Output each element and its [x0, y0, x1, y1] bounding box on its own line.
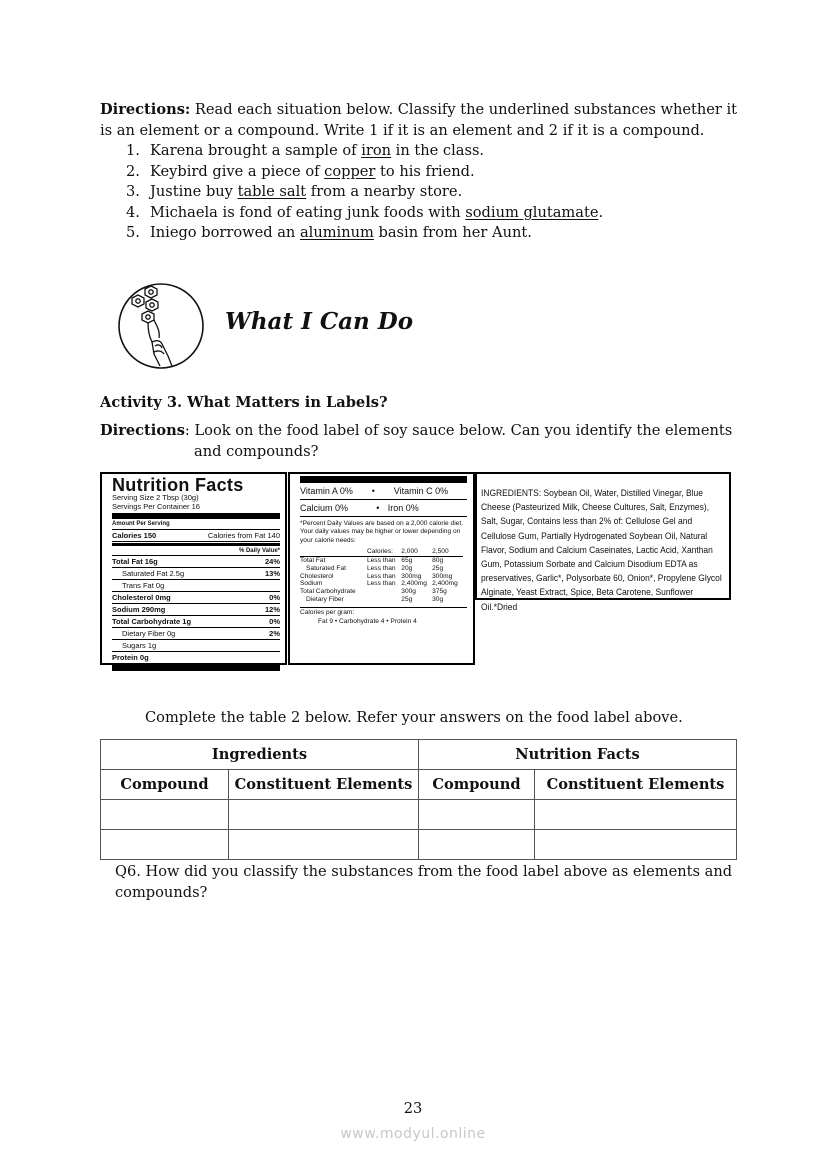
- column-header: Compound: [419, 770, 535, 800]
- group-header: Nutrition Facts: [419, 740, 737, 770]
- nutrient-row: Protein 0g: [112, 652, 149, 662]
- directions-paragraph-2: Directions: Look on the food label of soy sauce below. Can you identify the elements and compounds?: [100, 422, 733, 460]
- list-item: 3. Justine buy table salt from a nearby store.: [126, 183, 463, 201]
- list-item: 1. Karena brought a sample of iron in the class.: [126, 142, 485, 159]
- nutrient-rows: [102, 556, 285, 663]
- directions-text: Read each situation below. Classify the underlined substances whether it is an element or a compound. Write 1 if it is an element and 2 if it is a compound.: [100, 101, 738, 139]
- daily-value-table: [300, 548, 463, 604]
- list-item: 5. Iniego borrowed an aluminum basin from her Aunt.: [126, 224, 532, 242]
- table-row: [101, 800, 737, 830]
- dv-table-row: Dietary Fiber 25g 30g: [306, 596, 444, 603]
- instruction-text: Complete the table 2 below. Refer your answers on the food label above.: [145, 709, 683, 726]
- list-item: 4. Michaela is fond of eating junk foods with sodium glutamate.: [126, 203, 604, 221]
- nutrition-facts-panel: Nutrition Facts Serving Size 2 Tbsp (30g) Servings Per Container 16 Amount Per Serving Calories 150 Calories from Fat 140 % Daily Value* Total Fat 16g 24% Saturated Fat 2.5g 13% Trans Fat 0g Cholesterol 0mg 0% Sodium 290mg 12% Total Carbohydrate 1g 0% Dietary Fiber 0g 2% Sugars 1g Protein 0g: [100, 472, 287, 665]
- underlined-substance: table salt: [237, 183, 307, 201]
- nutrient-row: Sugars 1g: [112, 640, 280, 652]
- nutrient-row: Saturated Fat 2.5g 13%: [112, 568, 280, 580]
- question-6: Q6. How did you classify the substances from the food label above as elements and compounds?: [115, 863, 733, 901]
- dv-table-row: Saturated Fat Less than 20g 25g: [306, 564, 444, 572]
- group-header: Ingredients: [101, 740, 419, 770]
- divider: [112, 543, 280, 546]
- answer-table: [100, 739, 737, 860]
- directions-label: Directions: [100, 422, 185, 439]
- hand-gears-icon: [112, 280, 210, 370]
- section-title: What I Can Do: [225, 308, 414, 335]
- directions-label: Directions:: [100, 101, 191, 118]
- situation-list: [126, 141, 603, 244]
- ingredients-panel: [475, 472, 731, 612]
- list-item: 2. Keybird give a piece of copper to his friend.: [126, 162, 475, 180]
- dv-table-row: Sodium Less than 2,400mg 2,400mg: [300, 580, 458, 588]
- underlined-substance: aluminum: [299, 224, 374, 242]
- nutrient-row: Total Carbohydrate 1g 0%: [112, 616, 280, 626]
- directions-paragraph: [100, 100, 740, 141]
- column-header: Compound: [101, 770, 229, 800]
- nutrient-row: Trans Fat 0g: [112, 580, 280, 592]
- answer-cell[interactable]: [535, 830, 737, 860]
- nutrient-row: Cholesterol 0mg 0%: [112, 592, 280, 602]
- answer-cell[interactable]: [535, 800, 737, 830]
- nutrient-row: Sodium 290mg 12%: [112, 604, 280, 614]
- answer-cell[interactable]: [229, 830, 419, 860]
- divider: [112, 513, 280, 519]
- divider: [300, 476, 467, 483]
- dv-table-row: Total Carbohydrate 300g 375g: [300, 588, 447, 596]
- answer-cell[interactable]: [101, 830, 229, 860]
- nutrient-row: Dietary Fiber 0g 2%: [112, 628, 280, 640]
- underlined-substance: iron: [361, 142, 392, 159]
- daily-values-panel: Vitamin A 0% • Vitamin C 0% Calcium 0% • Iron 0% *Percent Daily Values are based on a 2,000 calorie diet. Your daily values may be higher or lower depending on your calorie needs: Calories: 2,000 2,500 Total Fat Less than 65g 80g Saturated Fat Less than 20g 25g Cholesterol Less than 300mg 300mg Sodium Less than 2,400mg 2,400mg Total Carbohydrate 300g 375g Dietary Fiber 25g 30g Calories per gram: Fat 9 • Carbohydrate 4 • Protein 4: [288, 472, 475, 665]
- page-number: 23: [403, 1100, 423, 1117]
- nutrient-row: Total Fat 16g 24%: [112, 556, 280, 566]
- nutrition-facts-title: Nutrition Facts: [112, 475, 244, 495]
- answer-cell[interactable]: [229, 800, 419, 830]
- underlined-substance: copper: [324, 162, 376, 180]
- watermark: www.modyul.online: [340, 1126, 486, 1142]
- answer-cell[interactable]: [419, 800, 535, 830]
- answer-cell[interactable]: [419, 830, 535, 860]
- underlined-substance: sodium glutamate: [465, 203, 599, 221]
- column-header: Constituent Elements: [535, 770, 737, 800]
- table-row: [101, 830, 737, 860]
- column-header: Constituent Elements: [229, 770, 419, 800]
- dv-table-row: Calories: 2,000 2,500: [300, 548, 463, 556]
- answer-cell[interactable]: [101, 800, 229, 830]
- ingredients-text: INGREDIENTS: Soybean Oil, Water, Distilled Vinegar, Blue Cheese (Pasteurized Milk, Cheese Cultures, Salt, Enzymes), Salt, Sugar, Contains less than 2% of: Cellulose Gel and Cellulose Gum, Partially Hydrogenated Soybean Oil, Natural Flavor, Sodium and Calcium Caseinates, Lactic Acid, Xanthan Gum, Potassium Sorbate and Calcium Disodium EDTA as preservatives, Garlic*, Polysorbate 60, Onion*, Propylene Glycol Alginate, Yeast Extract, Spice, Beta Carotene, Sunflower Oil.*Dried: [481, 488, 722, 612]
- dv-table-row: Total Fat Less than 65g 80g: [300, 557, 444, 565]
- dv-table-row: Cholesterol Less than 300mg 300mg: [300, 572, 453, 580]
- activity-title: Activity 3. What Matters in Labels?: [100, 394, 388, 411]
- divider: [112, 665, 280, 671]
